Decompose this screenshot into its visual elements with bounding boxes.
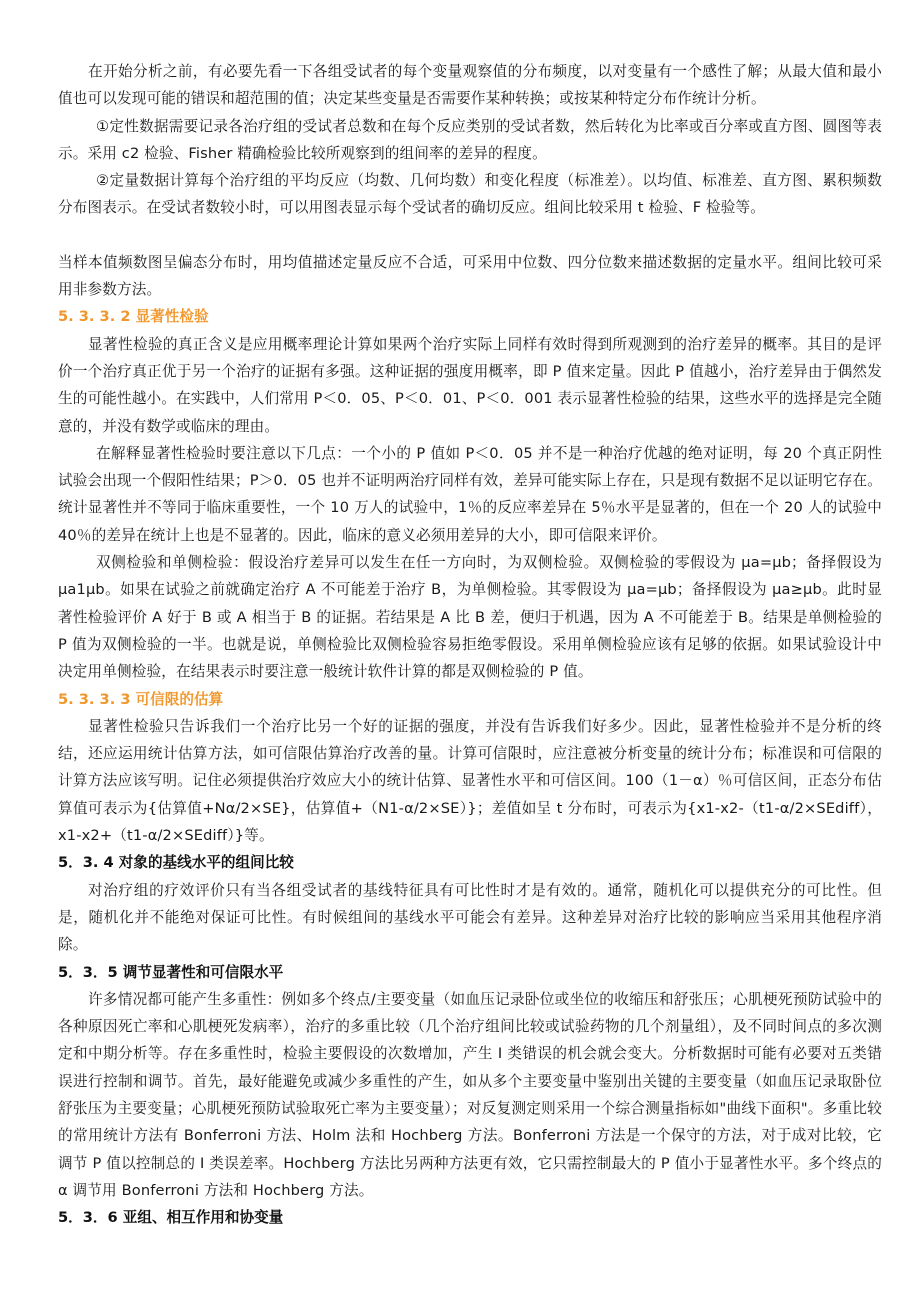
qualitative-data-paragraph: ①定性数据需要记录各治疗组的受试者总数和在每个反应类别的受试者数，然后转化为比率或百分率或直方图、圆图等表示。采用 c2 检验、Fisher 精确检验比较所观察到的组间率的差异的程度。 <box>58 117 882 162</box>
intro-paragraph: 在开始分析之前，有必要先看一下各组受试者的每个变量观察值的分布频度，以对变量有一个感性了解；从最大值和最小值也可以发现可能的错误和超范围的值；决定某些变量是否需要作某种转换；或按某种特定分布作统计分析。 <box>58 63 882 108</box>
significance-meaning-paragraph: 显著性检验的真正含义是应用概率理论计算如果两个治疗实际上同样有效时得到所观测到的治疗差异的概率。其目的是评价一个治疗真正优于另一个治疗的证据有多强。这种证据的强度用概率，即 P 值来定量。因此 P 值越小，治疗差异由于偶然发生的可能性越小。在实践中，人们常用 P＜0．05、P＜0．01、P＜0．001 表示显著性检验的结果，这些水平的选择是完全随意的，并没有数学或临床的理由。 <box>58 335 882 435</box>
significance-interpretation-paragraph: 在解释显著性检验时要注意以下几点：一个小的 P 值如 P＜0．05 并不是一种治疗优越的绝对证明，每 20 个真正阴性试验会出现一个假阳性结果；P＞0．05 也并不证明两治疗同样有效，差异可能实际上存在，只是现有数据不足以证明它存在。统计显著性并不等同于临床重要性，一个 10 万人的试验中，1％的反应率差异在 5％水平是显著的，但在一个 20 人的试验中 40％的差异在统计上也是不显著的。因此，临床的意义必须用差异的大小，即可信限来评价。 <box>58 444 882 544</box>
quantitative-data-paragraph: ②定量数据计算每个治疗组的平均反应（均数、几何均数）和变化程度（标准差）。以均值、标准差、直方图、累积频数分布图表示。在受试者数较小时，可以用图表显示每个受试者的确切反应。组间比较采用 t 检验、F 检验等。 <box>58 172 882 217</box>
multiplicity-paragraph: 许多情况都可能产生多重性：例如多个终点/主要变量（如血压记录卧位或坐位的收缩压和舒张压；心肌梗死预防试验中的各种原因死亡率和心肌梗死发病率），治疗的多重比较（几个治疗组间比较或试验药物的几个剂量组），及不同时间点的多次测定和中期分析等。存在多重性时，检验主要假设的次数增加，产生 I 类错误的机会就会变大。分析数据时可能有必要对五类错误进行控制和调节。首先，最好能避免或减少多重性的产生，如从多个主要变量中鉴别出关键的主要变量（如血压记录取卧位舒张压为主要变量；心肌梗死预防试验取死亡率为主要变量）；对反复测定则采用一个综合测量指标如"曲线下面积"。多重比较的常用统计方法有 Bonferroni 方法、Holm 法和 Hochberg 方法。Bonferroni 方法是一个保守的方法，对于成对比较，它调节 P 值以控制总的 I 类误差率。Hochberg 方法比另两种方法更有效，它只需控制最大的 P 值小于显著性水平。多个终点的 α 调节用 Bonferroni 方法和 Hochberg 方法。 <box>58 990 882 1199</box>
two-sided-one-sided-paragraph: 双侧检验和单侧检验：假设治疗差异可以发生在任一方向时，为双侧检验。双侧检验的零假设为 μa=μb；备择假设为 μa1μb。如果在试验之前就确定治疗 A 不可能差于治疗 B，为单侧检验。其零假设为 μa=μb；备择假设为 μa≥μb。此时显著性检验评价 A 好于 B 或 A 相当于 B 的证据。若结果是 A 比 B 差，便归于机遇，因为 A 不可能差于 B。结果是单侧检验的 P 值为双侧检验的一半。也就是说，单侧检验比双侧检验容易拒绝零假设。采用单侧检验应该有足够的依据。如果试验设计中决定用单侧检验，在结果表示时要注意一般统计软件计算的都是双侧检验的 P 值。 <box>58 554 882 681</box>
skewed-distribution-paragraph: 当样本值频数图呈偏态分布时，用均值描述定量反应不合适，可采用中位数、四分位数来描述数据的定量水平。组间比较可采用非参数方法。 <box>58 253 882 299</box>
document-page <box>58 58 882 1231</box>
section-heading-subgroups-covariates: 5．3．6 亚组、相互作用和协变量 <box>58 1209 284 1227</box>
baseline-comparison-paragraph: 对治疗组的疗效评价只有当各组受试者的基线特征具有可比性时才是有效的。通常，随机化可以提供充分的可比性。但是，随机化并不能绝对保证可比性。有时候组间的基线水平可能会有差异。这种差异对治疗比较的影响应当采用其他程序消除。 <box>58 881 882 954</box>
confidence-limits-paragraph: 显著性检验只告诉我们一个治疗比另一个好的证据的强度，并没有告诉我们好多少。因此，显著性检验并不是分析的终结，还应运用统计估算方法，如可信限估算治疗改善的量。计算可信限时，应注意被分析变量的统计分布；标准误和可信限的计算方法应该写明。记住必须提供治疗效应大小的统计估算、显著性水平和可信区间。100（1－α）％可信区间，正态分布估算值可表示为{估算值+Nα/2×SE}，估算值+（N1-α/2×SE）}；差值如呈 t 分布时，可表示为{x1-x2-（t1-α/2×SEdiff），x1-x2+（t1-α/2×SEdiff）}等。 <box>58 717 882 845</box>
section-heading-baseline-comparison: 5．3. 4 对象的基线水平的组间比较 <box>58 854 294 872</box>
section-heading-confidence-limits: 5. 3. 3. 3 可信限的估算 <box>58 690 224 708</box>
section-heading-significance-test: 5. 3. 3. 2 显著性检验 <box>58 308 209 326</box>
spacer <box>58 222 882 249</box>
section-heading-multiplicity-adjustment: 5．3．5 调节显著性和可信限水平 <box>58 963 284 981</box>
